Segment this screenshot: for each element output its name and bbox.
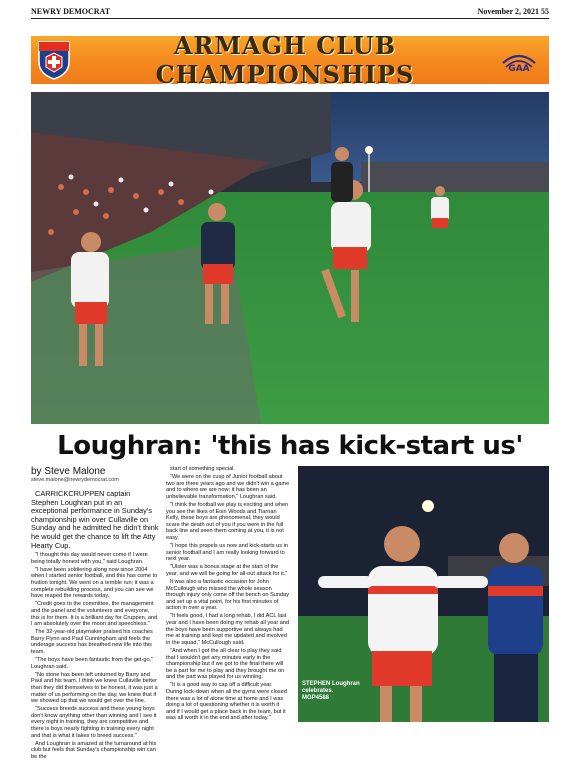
paragraph: And Loughran is amazed at the turnaround at his club but feels that Sunday's championship win can be the	[31, 740, 157, 760]
paragraph: "I thought this day would never come if I were being totally honest with you," said Loughran.	[31, 552, 148, 565]
paragraph: "No stone has been left unturned by Barry and Paul and his team. I think we knew Cullaville better than they did themselves to be honest, it was just a matter of us performing on the day, we knew that if we showed up that we would get over the line.	[31, 671, 158, 705]
date-page: November 2, 2021 55	[477, 6, 549, 16]
paragraph: "Success breeds success and these young boys don't know anything other than winning and I see it every night in training, they are competitive and there is boys nearly fighting in training every night and that is what it takes to breed success."	[31, 706, 157, 739]
article-headline: Loughran: 'this has kick-start us'	[57, 431, 523, 461]
paragraph: "I have been soldiering along now since 2004 when I started senior football, and this has come to fruition tonight. We went on a terrible run; it was a complete rebuilding process, and you can see we have reaped the rewards today.	[31, 566, 158, 600]
article-column-1	[31, 489, 159, 760]
byline: by Steve Malone	[31, 466, 106, 477]
section-banner	[31, 31, 549, 89]
banner-title: ARMAGH CLUB CHAMPIONSHIPS	[155, 31, 415, 89]
page-header	[31, 4, 549, 19]
paragraph: The 32-year-old playmaker praised his coaches Barry Flynn and Paul Cunningham and feels the underage success has breathed new life into this team.	[31, 629, 153, 655]
article-lead: CARRICKCRUPPEN captain Stephen Loughran put in an exceptional performance in Sunday's championship win over Cullaville on Sunday and he admitted he didn't think he would get the chance to lift the Atty Hearty Cup.	[31, 489, 159, 550]
paragraph: "Credit goes to the committee, the management and the panel and the volunteers and everyone, this is for them. It is a brilliant day for Cruppen, and I am absolutely over the moon and speechless."	[31, 601, 158, 628]
paragraph: "Ulster was a bonus stage at the start of the year, and we will be going for all-out attack for it."	[166, 564, 288, 577]
photo-caption: STEPHEN Loughran celebrates. MGP4588	[302, 681, 360, 701]
paragraph: "And when I got the all clear to play they said that I wouldn't get any minutes early in the championship but if we got to the final there will be a part for me to play and they brought me on and the part was played for us winning.	[166, 647, 285, 681]
paragraph: "We were on the cusp of Junior football about two are three years ago and we didn't win a game and to where we are now; it has been an unbelievable transformation," Loughran said.	[166, 474, 290, 500]
article-column-2	[166, 466, 290, 722]
svg-text:GAA: GAA	[508, 64, 530, 74]
armagh-crest-icon	[37, 40, 71, 80]
paragraph: start of something special.	[170, 466, 235, 472]
main-match-photo	[31, 92, 549, 424]
gaa-logo-icon	[499, 47, 539, 73]
paragraph: It was also a fantastic occasion for John McCullough who missed the whole season through injury only come off the bench on Sunday and set up a vital point, for his first minutes of action in over a year.	[166, 579, 290, 612]
side-celebration-photo	[298, 466, 549, 722]
paragraph: "It feels good, I had a long rehab, I did ACL last year and I have been doing my rehab all year and the boys have been supportive and always had me at training and kept me updated and involved in the squad," McCullough said.	[166, 613, 290, 646]
publication-name: NEWRY DEMOCRAT	[31, 6, 111, 16]
author-email: steve.malone@newrydemocrat.com	[31, 477, 119, 483]
paragraph: "I think the football we play is exciting and when you see the likes of Eoin Woods and Tiarnan Kelly, these boys are phenomenal, they would scare the death out of you if you were in the full back line and seen them coming at you, it is not easy.	[166, 501, 289, 541]
paragraph: "The boys have been fantastic from the get-go," Loughran said.	[31, 657, 154, 670]
paragraph: "It is a good way to cap off a difficult year. During lock-down when all the gyms were closed there was a lot of alone time at home and I was doing a lot of questioning whether it is worth it and if I would get a place back in the team, but it was all worth it in the end and after today."	[166, 682, 287, 722]
paragraph: "I hope this propels us now and kick-starts us in senior football and I am really looking forward to next year.	[166, 543, 288, 563]
